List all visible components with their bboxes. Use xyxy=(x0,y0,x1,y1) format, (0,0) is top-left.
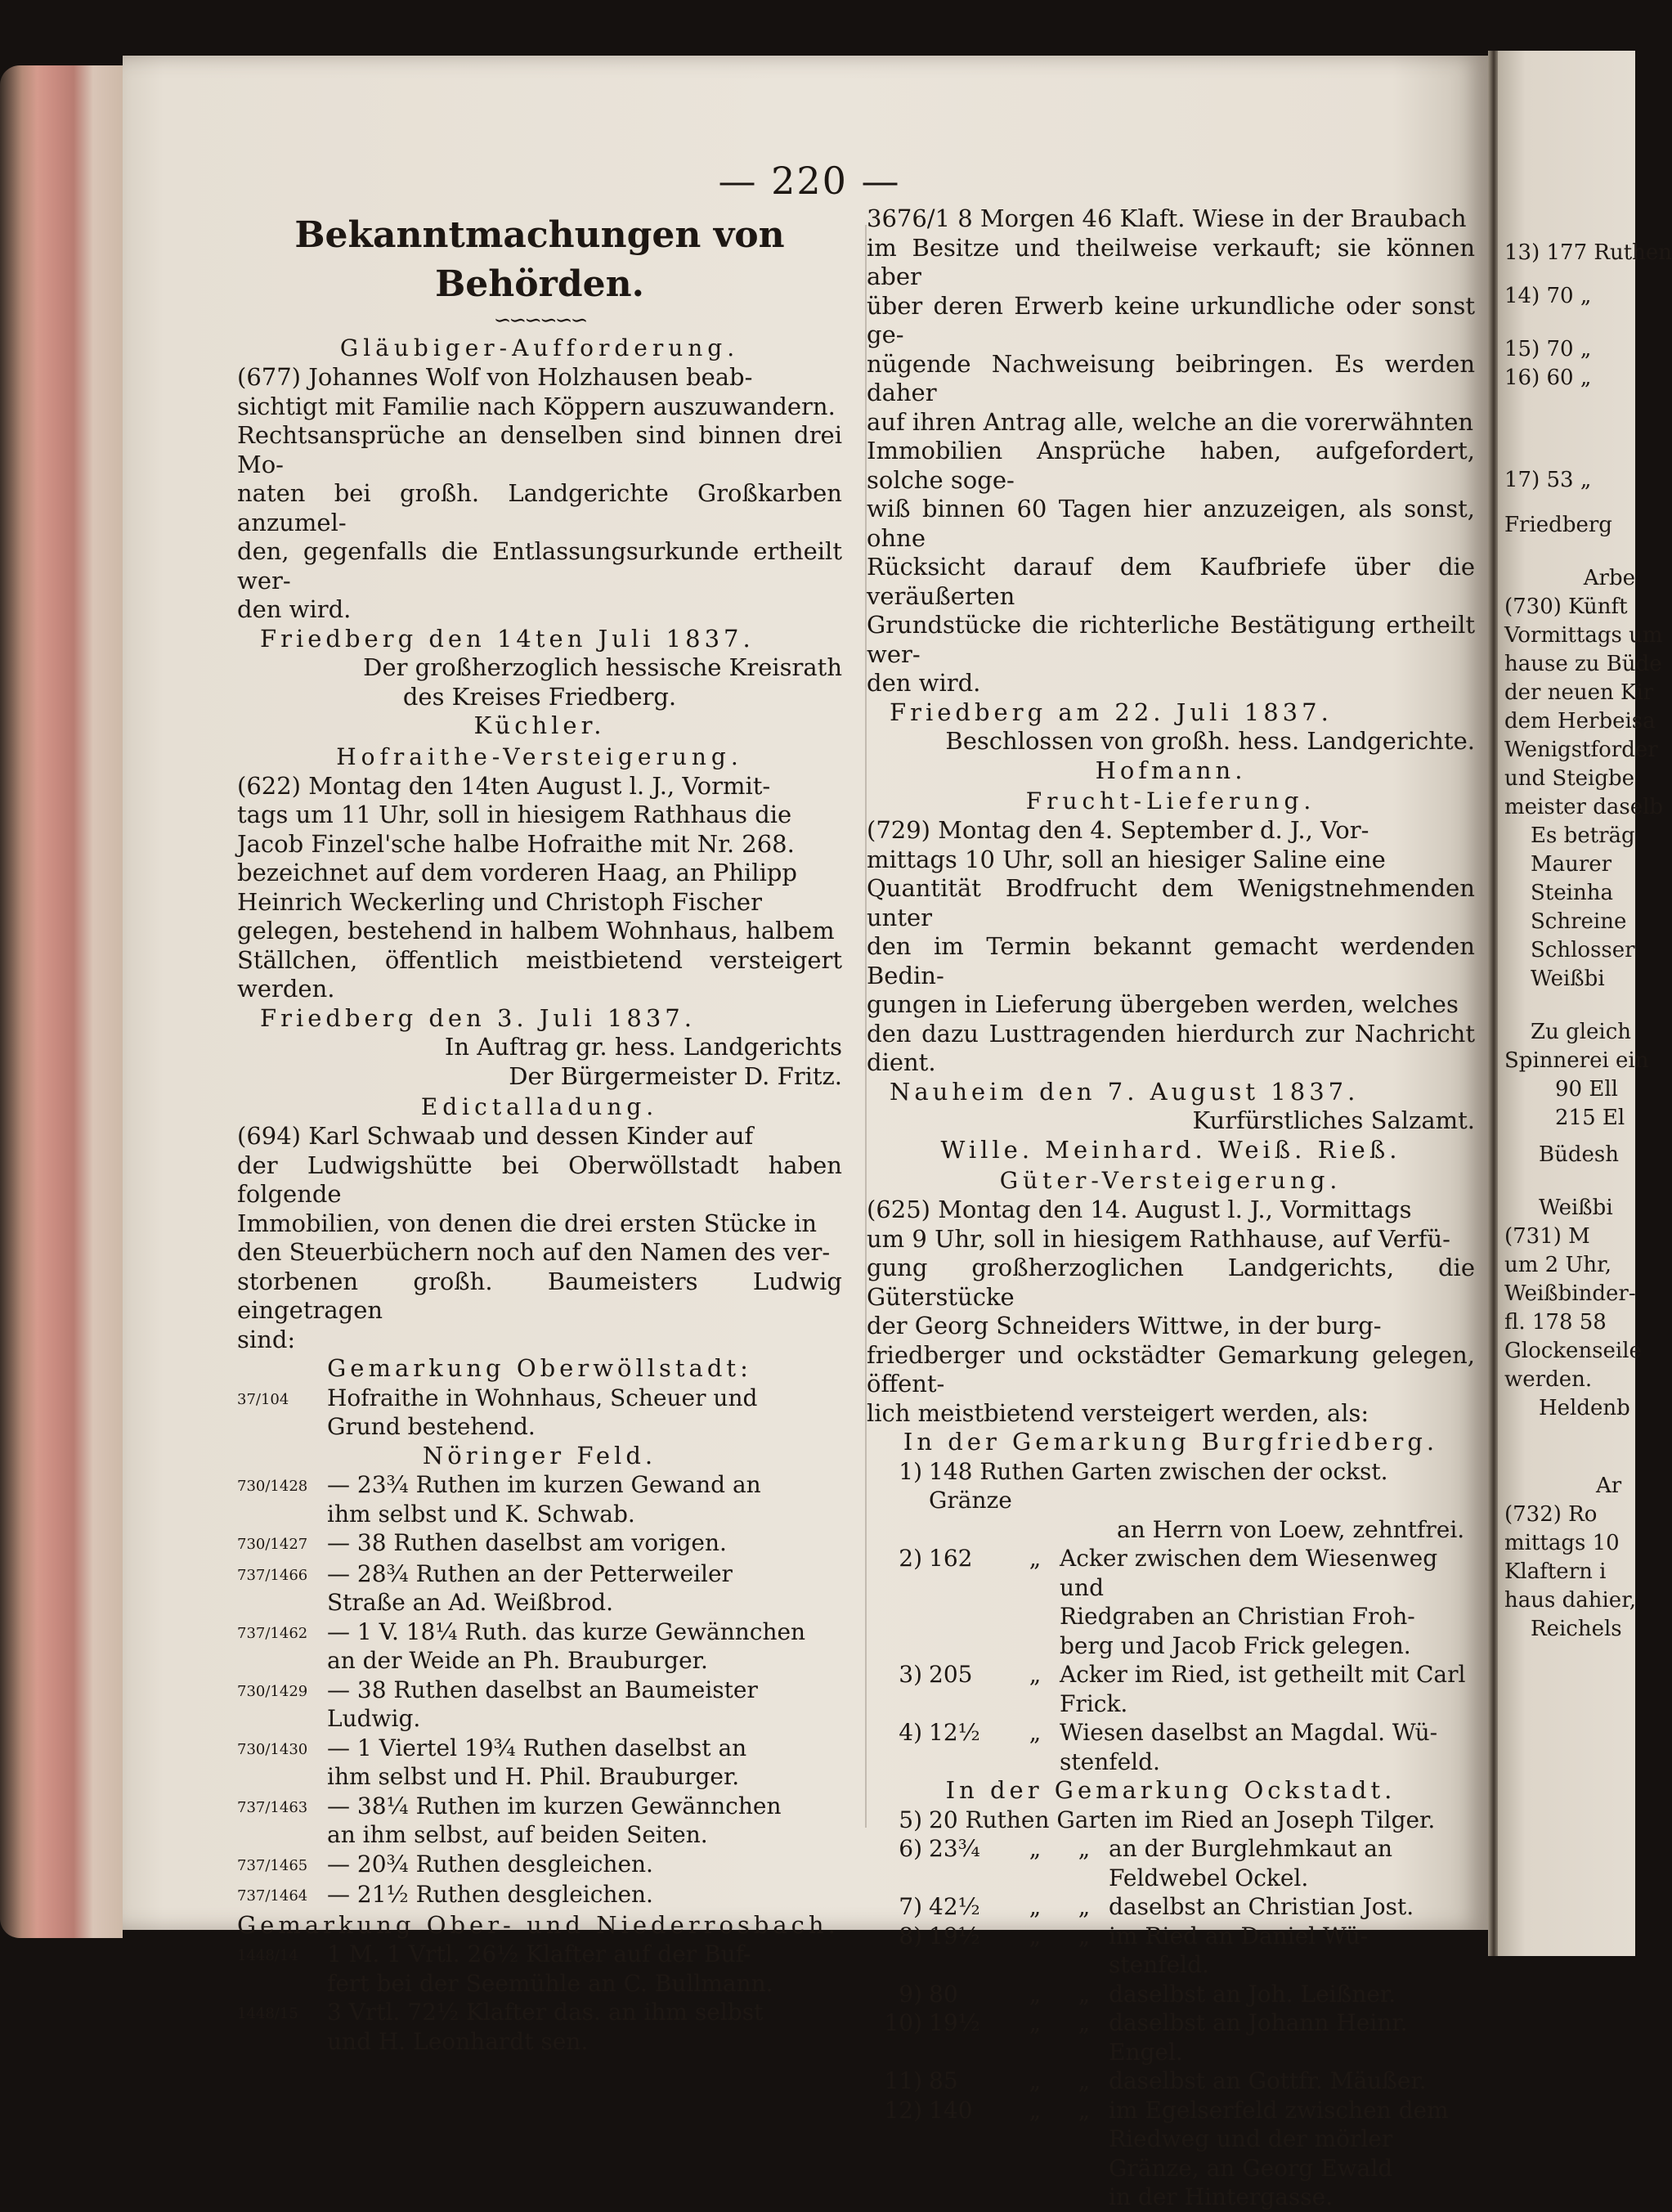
item-text: daselbst an Joh. Leißner. xyxy=(1109,1980,1396,2008)
item-number: 2) xyxy=(899,1545,922,1572)
text-line: Jacob Finzel'sche halbe Hofraithe mit Nr. 268. xyxy=(237,829,795,858)
subsection-title: In der Gemarkung Burgfriedberg. xyxy=(903,1428,1439,1456)
item-quantity: 85 xyxy=(929,2067,958,2094)
item-number: 12) xyxy=(884,2096,922,2124)
parcel-line: fert bei der Seemühle an C. Bullmann. xyxy=(327,1969,773,1997)
item-number: 10) xyxy=(884,2009,922,2036)
fragment-line: Schlosser xyxy=(1531,938,1635,962)
text-line: tags um 11 Uhr, soll in hiesigem Rathhaus die xyxy=(237,801,792,828)
section-title: Güter-Versteigerung. xyxy=(999,1167,1343,1194)
item-text: im Ried an Daniel Wü- xyxy=(1109,1922,1369,1950)
text-line: naten bei großh. Landgerichte Großkarben anzumel- xyxy=(237,479,842,536)
item-text: Wiesen daselbst an Magdal. Wü- xyxy=(1060,1719,1438,1746)
parcel-entry xyxy=(237,1528,842,1559)
list-item xyxy=(883,1980,1475,2009)
ditto-mark: „ xyxy=(1078,2009,1091,2036)
place-date: Friedberg den 14ten Juli 1837. xyxy=(260,624,755,653)
item-text: 20 Ruthen Garten im Ried an Joseph Tilger. xyxy=(929,1806,1436,1833)
notice-text xyxy=(237,363,842,625)
fragment-line: 13) 177 Ruthen xyxy=(1504,240,1672,265)
item-text: stenfeld. xyxy=(1060,1748,1160,1775)
list-item xyxy=(883,1660,1475,1718)
ditto-mark: „ xyxy=(1078,2067,1091,2094)
text-line: (694) Karl Schwaab und dessen Kinder auf xyxy=(237,1122,754,1150)
ditto-mark: „ xyxy=(1029,1545,1042,1572)
text-line: den dazu Lusttragenden hierdurch zur Nachricht dient. xyxy=(867,1019,1475,1076)
fragment-line: 15) 70 „ xyxy=(1504,337,1592,361)
heading-flourish: ∽∽∽∽∽∽ xyxy=(493,308,586,333)
fragment-line: (732) Ro xyxy=(1504,1502,1598,1527)
fragment-line: Steinha xyxy=(1531,881,1613,905)
item-quantity: 140 xyxy=(929,2096,973,2124)
parcel-line: ihm selbst und K. Schwab. xyxy=(327,1500,635,1528)
text-line: auf ihren Antrag alle, welche an die vorerwähnten xyxy=(867,407,1474,436)
parcel-entry xyxy=(237,1850,842,1881)
text-line: um 9 Uhr, soll in hiesigem Rathhause, auf Verfü- xyxy=(867,1224,1450,1253)
signature: Beschlossen von großh. hess. Landgerichte. xyxy=(945,727,1475,755)
item-number: 3) xyxy=(899,1661,922,1688)
section-title: Edictalladung. xyxy=(420,1093,659,1120)
parcel-number: 730/1429 xyxy=(237,1682,308,1700)
text-line: den wird. xyxy=(237,595,352,623)
text-line: Rücksicht darauf dem Kaufbriefe über die veräußerten xyxy=(867,553,1475,610)
parcel-entry xyxy=(237,1998,842,2056)
section-title: Frucht-Lieferung. xyxy=(1025,787,1316,814)
fragment-line: Heldenb xyxy=(1539,1396,1630,1420)
parcel-line: 3 Vrtl. 72½ Klafter das. an ihm selbst xyxy=(327,1999,764,2026)
left-column xyxy=(237,204,842,2056)
ditto-mark: „ xyxy=(1078,1835,1091,1862)
text-line: sichtigt mit Familie nach Köppern auszuwandern. xyxy=(237,392,836,420)
item-text: berg und Jacob Frick gelegen. xyxy=(1060,1631,1411,1659)
ditto-mark: „ xyxy=(1029,2009,1042,2036)
fragment-line: haus dahier, xyxy=(1504,1588,1637,1613)
item-number: 7) xyxy=(899,1893,922,1920)
fragment-line: hause zu Büde xyxy=(1504,652,1662,676)
fragment-line: Zu gleich xyxy=(1531,1020,1632,1044)
list-item xyxy=(883,2066,1475,2096)
ditto-mark: „ xyxy=(1029,1661,1042,1688)
fragment-line: meister daselb xyxy=(1504,795,1664,819)
item-quantity: 23¾ xyxy=(929,1835,980,1862)
text-line: den im Termin bekannt gemacht werdenden Bedin- xyxy=(867,932,1475,989)
text-line: lich meistbietend versteigert werden, als: xyxy=(867,1398,1369,1427)
parcel-line: — 1 V. 18¼ Ruth. das kurze Gewännchen xyxy=(327,1617,806,1645)
ditto-mark: „ xyxy=(1078,2096,1091,2124)
ditto-mark: „ xyxy=(1078,1922,1091,1950)
item-number: 4) xyxy=(899,1719,922,1746)
text-line: (622) Montag den 14ten August l. J., Vormit- xyxy=(237,771,771,800)
fragment-line: (730) Künft xyxy=(1504,595,1628,619)
item-text: an der Burglehmkaut an xyxy=(1109,1835,1393,1862)
parcel-number: 737/1463 xyxy=(237,1798,308,1816)
fragment-line: Reichels xyxy=(1531,1617,1622,1641)
text-line: Heinrich Weckerling und Christoph Fischer xyxy=(237,887,762,916)
signature: Der Bürgermeister D. Fritz. xyxy=(509,1061,842,1090)
fragment-line: Klaftern i xyxy=(1504,1559,1607,1584)
notice-text xyxy=(237,772,842,1004)
text-line: bezeichnet auf dem vorderen Haag, an Philipp xyxy=(237,859,797,886)
text-line: den Steuerbüchern noch auf den Namen des ver- xyxy=(237,1238,831,1266)
subsection-title: In der Gemarkung Ockstadt. xyxy=(945,1776,1396,1804)
fragment-line: Büdesh xyxy=(1539,1142,1619,1167)
list-item xyxy=(883,1834,1475,1892)
text-line: den wird. xyxy=(867,669,981,697)
parcel-entry xyxy=(237,1617,842,1676)
ditto-mark: „ xyxy=(1029,1893,1042,1920)
item-quantity: 19½ xyxy=(929,2009,980,2036)
item-text: an Herrn von Loew, zehntfrei. xyxy=(1117,1515,1465,1543)
text-line: der Ludwigshütte bei Oberwöllstadt haben folgende xyxy=(237,1151,842,1208)
notice-text xyxy=(237,1122,842,1354)
item-number: 5) xyxy=(899,1806,922,1833)
parcel-entry xyxy=(237,1792,842,1850)
page-heading: Bekanntmachungen von Behörden. xyxy=(294,214,785,305)
signature: In Auftrag gr. hess. Landgerichts xyxy=(444,1033,842,1061)
fragment-line: Weißbinder- xyxy=(1504,1281,1636,1306)
parcel-line: an der Weide an Ph. Brauburger. xyxy=(327,1647,708,1674)
parcel-number: 737/1465 xyxy=(237,1856,308,1874)
item-text: Acker im Ried, ist getheilt mit Carl xyxy=(1060,1661,1466,1688)
parcel-line: — 38 Ruthen daselbst am vorigen. xyxy=(327,1529,727,1556)
signature: Küchler. xyxy=(473,711,606,739)
text-line: gung großherzoglichen Landgerichts, die Güterstücke xyxy=(867,1254,1475,1311)
right-column xyxy=(867,204,1475,2212)
fragment-line: (731) M xyxy=(1504,1224,1590,1249)
parcel-number: 737/1462 xyxy=(237,1624,308,1642)
item-quantity: 162 xyxy=(929,1545,973,1572)
place-date: Nauheim den 7. August 1837. xyxy=(890,1077,1360,1106)
item-text: in der Hintergasse. xyxy=(1109,2183,1334,2210)
list-item xyxy=(883,1718,1475,1776)
fragment-line: Es beträg xyxy=(1531,823,1635,848)
parcel-line: und H. Leonhardt sen. xyxy=(327,2027,589,2055)
fragment-line: fl. 178 58 xyxy=(1504,1310,1607,1335)
text-line: Quantität Brodfrucht dem Wenigstnehmenden unter xyxy=(867,874,1475,931)
subsection-title: Gemarkung Oberwöllstadt: xyxy=(327,1354,752,1382)
text-line: gelegen, bestehend in halbem Wohnhaus, halbem xyxy=(237,917,835,944)
book-edge xyxy=(0,65,123,1938)
item-text: Engel. xyxy=(1109,2038,1183,2066)
notice-text xyxy=(867,1196,1475,1428)
list-item xyxy=(883,1457,1475,1545)
item-text: stenfeld. xyxy=(1109,1951,1209,1978)
notice-text xyxy=(867,816,1475,1078)
item-quantity: 12½ xyxy=(929,1719,980,1746)
text-line: Immobilien, von denen die drei ersten Stücke in xyxy=(237,1209,818,1237)
section-title: Gläubiger-Aufforderung. xyxy=(339,334,740,361)
parcel-line: — 38¼ Ruthen im kurzen Gewännchen xyxy=(327,1792,782,1819)
fragment-line: Weißbi xyxy=(1531,967,1605,991)
item-quantity: 42½ xyxy=(929,1893,980,1920)
text-line: Ställchen, öffentlich meistbietend versteigert werden. xyxy=(237,945,842,1003)
ditto-mark: „ xyxy=(1078,1893,1091,1920)
fragment-line: der neuen Kir xyxy=(1504,680,1654,705)
item-text: Feldwebel Ockel. xyxy=(1109,1864,1309,1891)
fragment-line: Spinnerei ein xyxy=(1504,1048,1649,1073)
item-number: 8) xyxy=(899,1922,922,1950)
list-item xyxy=(883,1806,1475,1835)
text-line: friedberger und ockstädter Gemarkung gelegen, öffent- xyxy=(867,1340,1475,1398)
parcel-entry xyxy=(237,1470,842,1528)
fragment-line: Wenigstforder xyxy=(1504,738,1658,762)
fragment-line: Friedberg xyxy=(1504,513,1612,537)
fragment-line: Schreine xyxy=(1531,909,1627,934)
list-item xyxy=(883,2096,1475,2212)
parcel-number: 1448/14 xyxy=(237,1947,298,1964)
parcel-line: Straße an Ad. Weißbrod. xyxy=(327,1589,613,1616)
parcel-number: 730/1427 xyxy=(237,1536,308,1553)
fragment-line: und Steigbe xyxy=(1504,766,1635,791)
item-text: daselbst an Johann Heinr. xyxy=(1109,2009,1408,2036)
list-item xyxy=(883,1922,1475,1980)
text-line: Grundstücke die richterliche Bestätigung ertheilt wer- xyxy=(867,611,1475,668)
ditto-mark: „ xyxy=(1029,2067,1042,2094)
facing-page xyxy=(1498,51,1672,1956)
fragment-line: 215 El xyxy=(1555,1106,1625,1130)
parcel-number: 1448/15 xyxy=(237,2005,298,2022)
fragment-line: mittags 10 xyxy=(1504,1531,1620,1555)
item-text: 148 Ruthen Garten zwischen der ockst. Gränze xyxy=(929,1457,1388,1514)
parcel-entry xyxy=(237,1559,842,1617)
text-line: gungen in Lieferung übergeben werden, welches xyxy=(867,990,1459,1018)
fragment-line: 90 Ell xyxy=(1555,1077,1618,1102)
text-line: den, gegenfalls die Entlassungsurkunde ertheilt wer- xyxy=(237,537,842,595)
item-number: 1) xyxy=(899,1457,922,1485)
fragment-line: Maurer xyxy=(1531,852,1612,877)
fragment-line: Glockenseile xyxy=(1504,1339,1642,1363)
parcel-line: ihm selbst und H. Phil. Brauburger. xyxy=(327,1763,740,1790)
text-line: (729) Montag den 4. September d. J., Vor- xyxy=(867,816,1369,844)
parcel-number: 37/104 xyxy=(237,1390,289,1408)
text-line: mittags 10 Uhr, soll an hiesiger Saline eine xyxy=(867,845,1386,873)
item-quantity: 80 xyxy=(929,1980,958,2008)
parcel-entry xyxy=(237,1734,842,1792)
parcel-line: an ihm selbst, auf beiden Seiten. xyxy=(327,1821,708,1848)
fragment-line: werden. xyxy=(1504,1367,1593,1392)
parcel-line: — 38 Ruthen daselbst an Baumeister xyxy=(327,1676,758,1703)
signature: des Kreises Friedberg. xyxy=(402,682,677,711)
text-line: sind: xyxy=(237,1325,296,1353)
text-line: Rechtsansprüche an denselben sind binnen drei Mo- xyxy=(237,421,842,478)
signature: Der großherzoglich hessische Kreisrath xyxy=(363,653,842,681)
text-line: 3676/1 8 Morgen 46 Klaft. Wiese in der Braubach xyxy=(867,204,1467,232)
item-text: Acker zwischen dem Wiesenweg und xyxy=(1060,1545,1438,1601)
fragment-line: Weißbi xyxy=(1539,1196,1613,1220)
parcel-number: 737/1466 xyxy=(237,1566,308,1584)
fragment-line: um 2 Uhr, xyxy=(1504,1253,1611,1277)
text-line: Immobilien Ansprüche haben, aufgefordert, solche soge- xyxy=(867,437,1475,494)
text-line: wiß binnen 60 Tagen hier anzuzeigen, als sonst, ohne xyxy=(867,495,1475,552)
fragment-line: 16) 60 „ xyxy=(1504,366,1592,390)
item-quantity: 205 xyxy=(929,1661,973,1688)
item-text: im Egelserfeld zwischen dem xyxy=(1109,2096,1449,2124)
parcel-line: 1 M. 1 Vrtl. 26½ Klafter auf der Buf- xyxy=(327,1941,751,1967)
property-list xyxy=(883,1457,1475,1777)
parcel-number: 730/1430 xyxy=(237,1740,308,1758)
parcel-entry xyxy=(237,1676,842,1734)
ditto-mark: „ xyxy=(1029,1835,1042,1862)
parcel-entry xyxy=(237,1940,842,1998)
ditto-mark: „ xyxy=(1029,1922,1042,1950)
property-list xyxy=(883,1806,1475,2212)
item-number: 11) xyxy=(884,2067,922,2094)
fragment-line: Arbe xyxy=(1583,566,1635,590)
signature: Hofmann. xyxy=(1095,756,1247,784)
item-number: 6) xyxy=(899,1835,922,1862)
parcel-line: — 28¾ Ruthen an der Petterweiler xyxy=(327,1559,733,1587)
fragment-line: Vormittags um xyxy=(1504,623,1663,648)
item-text: daselbst an Gottfr. Mäußer. xyxy=(1109,2067,1427,2094)
section-title: Hofraithe-Versteigerung. xyxy=(336,743,743,770)
parcel-entry xyxy=(237,1880,842,1911)
item-text: Riedgraben an Christian Froh- xyxy=(1060,1603,1415,1630)
ditto-mark: „ xyxy=(1078,1980,1091,2008)
parcel-line: — 21½ Ruthen desgleichen. xyxy=(327,1881,653,1908)
parcel-line: — 20¾ Ruthen desgleichen. xyxy=(327,1850,653,1878)
item-text: Frick. xyxy=(1060,1689,1128,1717)
subsection-title: Nöringer Feld. xyxy=(422,1441,657,1469)
fragment-line: dem Herbeisa xyxy=(1504,709,1656,734)
fragment-line: Ar xyxy=(1596,1474,1622,1498)
parcel-entry xyxy=(237,1384,842,1442)
fragment-line: 14) 70 „ xyxy=(1504,284,1592,308)
item-text: daselbst an Christian Jost. xyxy=(1109,1893,1414,1920)
signature: Wille. Meinhard. Weiß. Rieß. xyxy=(940,1135,1401,1164)
text-line: im Besitze und theilweise verkauft; sie können aber xyxy=(867,233,1475,290)
parcel-number: 730/1428 xyxy=(237,1478,308,1495)
text-line: (677) Johannes Wolf von Holzhausen beab- xyxy=(237,363,753,391)
place-date: Friedberg am 22. Juli 1837. xyxy=(890,698,1333,726)
parcel-line: Grund bestehend. xyxy=(327,1413,536,1440)
notice-text xyxy=(867,204,1475,698)
item-quantity: 19½ xyxy=(929,1922,980,1950)
item-text: Gränze, an Georg Ewald xyxy=(1109,2154,1393,2182)
item-number: 9) xyxy=(899,1980,922,2008)
text-line: der Georg Schneiders Wittwe, in der burg- xyxy=(867,1312,1382,1339)
fragment-line: 17) 53 „ xyxy=(1504,468,1592,492)
list-item xyxy=(883,2008,1475,2066)
subsection-title: Gemarkung Ober- und Niederrosbach. xyxy=(237,1910,840,1939)
parcel-line: — 23¾ Ruthen im kurzen Gewand an xyxy=(327,1471,761,1498)
parcel-line: Hofraithe in Wohnhaus, Scheuer und xyxy=(327,1384,758,1411)
list-item xyxy=(883,1544,1475,1660)
ditto-mark: „ xyxy=(1029,1719,1042,1746)
text-line: storbenen großh. Baumeisters Ludwig eingetragen xyxy=(237,1267,842,1324)
parcel-line: Ludwig. xyxy=(327,1705,421,1732)
signature: Kurfürstliches Salzamt. xyxy=(1192,1106,1475,1134)
text-line: über deren Erwerb keine urkundliche oder sonst ge- xyxy=(867,291,1475,348)
text-line: nügende Nachweisung beibringen. Es werden daher xyxy=(867,349,1475,406)
item-text: Riedweg und der mörler xyxy=(1109,2125,1393,2152)
page-number: — 220 — xyxy=(718,159,901,203)
list-item xyxy=(883,1892,1475,1922)
parcel-number: 737/1464 xyxy=(237,1887,308,1905)
text-line: (625) Montag den 14. August l. J., Vormittags xyxy=(867,1196,1412,1223)
ditto-mark: „ xyxy=(1029,2096,1042,2124)
parcel-line: — 1 Viertel 19¾ Ruthen daselbst an xyxy=(327,1734,747,1761)
ditto-mark: „ xyxy=(1029,1980,1042,2008)
place-date: Friedberg den 3. Juli 1837. xyxy=(260,1003,696,1032)
